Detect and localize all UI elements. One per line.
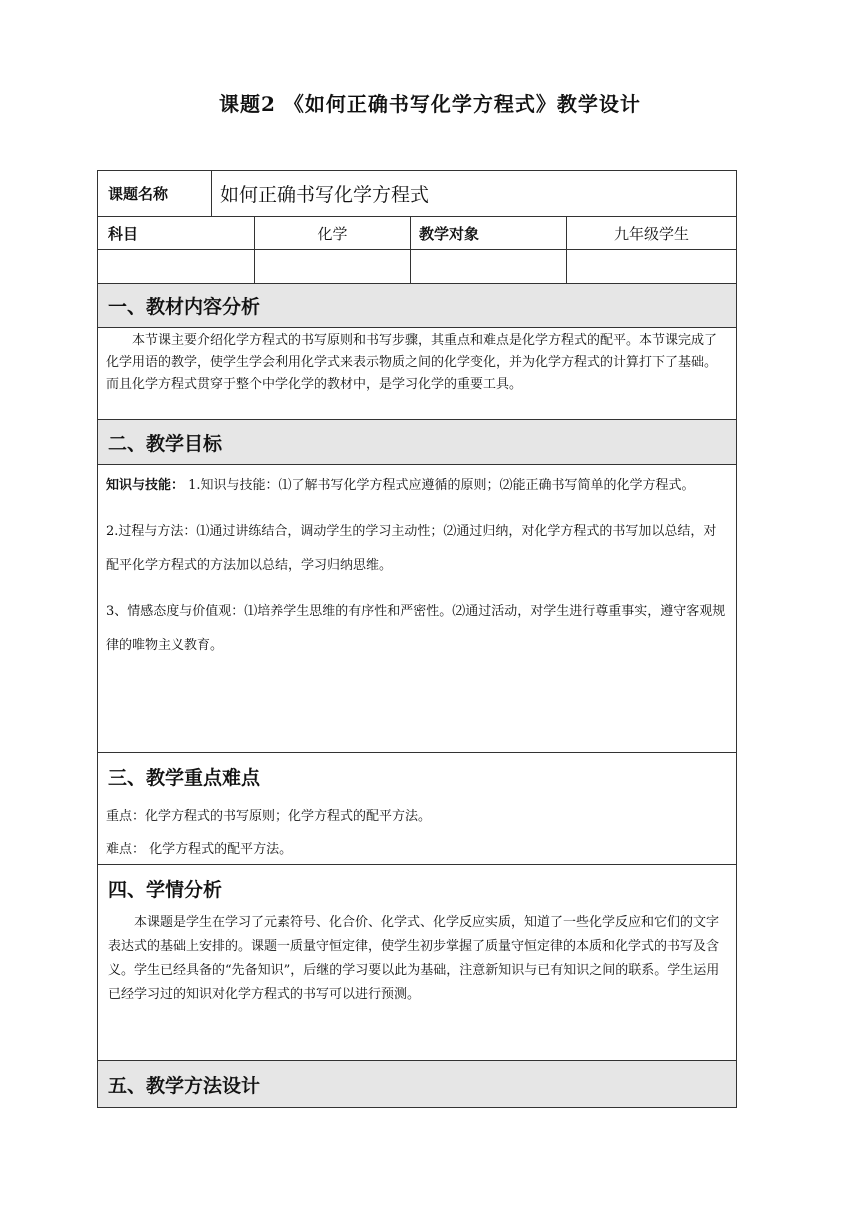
topic-value: 如何正确书写化学方程式	[220, 184, 430, 206]
objective-1	[98, 465, 736, 503]
audience-label: 教学对象	[411, 217, 567, 249]
empty-cell	[411, 250, 567, 283]
section-4	[98, 865, 736, 1061]
section-2-heading: 二、教学目标	[98, 420, 736, 465]
topic-row	[98, 171, 736, 217]
subject-row	[98, 217, 736, 250]
objective-3: 3、情感态度与价值观：⑴培养学生思维的有序性和严密性。⑵通过活动，对学生进行尊重事实，遵守客观规律的唯物主义教育。	[106, 604, 726, 653]
section-1-heading: 一、教材内容分析	[98, 284, 736, 328]
section-3	[98, 753, 736, 865]
objective-1-label: 知识与技能：	[106, 478, 185, 493]
document-title: 课题2 《如何正确书写化学方程式》教学设计	[219, 92, 641, 116]
section-2-body	[98, 465, 736, 753]
audience-value: 九年级学生	[613, 224, 689, 243]
section-3-heading: 三、教学重点难点	[108, 767, 261, 789]
section-5-heading: 五、教学方法设计	[98, 1061, 736, 1107]
subject-label: 科目	[98, 217, 255, 249]
section-4-heading: 四、学情分析	[108, 879, 223, 901]
empty-row	[98, 250, 736, 284]
objective-2: 2.过程与方法：⑴通过讲练结合，调动学生的学习主动性；⑵通过归纳，对化学方程式的书写加以总结，对配平化学方程式的方法加以总结，学习归纳思维。	[106, 524, 717, 573]
empty-cell	[567, 250, 736, 283]
key-point: 重点：化学方程式的书写原则；化学方程式的配平方法。	[106, 809, 432, 824]
section-1-text: 本节课主要介绍化学方程式的书写原则和书写步骤，其重点和难点是化学方程式的配平。本节课完成了化学用语的教学，使学生学会利用化学式来表示物质之间的化学变化，并为化学方程式的计算打下了基础。而且化学方程式贯穿于整个中学化学的教材中，是学习化学的重要工具。	[106, 333, 718, 392]
difficulty: 难点： 化学方程式的配平方法。	[106, 842, 293, 857]
objective-1-text: 1.知识与技能：⑴了解书写化学方程式应遵循的原则；⑵能正确书写简单的化学方程式。	[188, 478, 695, 493]
section-4-text: 本课题是学生在学习了元素符号、化合价、化学式、化学反应实质，知道了一些化学反应和它们的文字表达式的基础上安排的。课题一质量守恒定律，使学生初步掌握了质量守恒定律的本质和化学式的书写及含义。学生已经具备的“先备知识”，后继的学习要以此为基础，注意新知识与已有知识之间的联系。学生运用已经学习过的知识对化学方程式的书写可以进行预测。	[108, 915, 720, 1002]
subject-value: 化学	[255, 217, 411, 249]
lesson-plan-table	[97, 170, 737, 1108]
topic-label: 课题名称	[98, 171, 212, 216]
empty-cell	[255, 250, 411, 283]
empty-cell	[98, 250, 255, 283]
section-1-body	[98, 328, 736, 420]
